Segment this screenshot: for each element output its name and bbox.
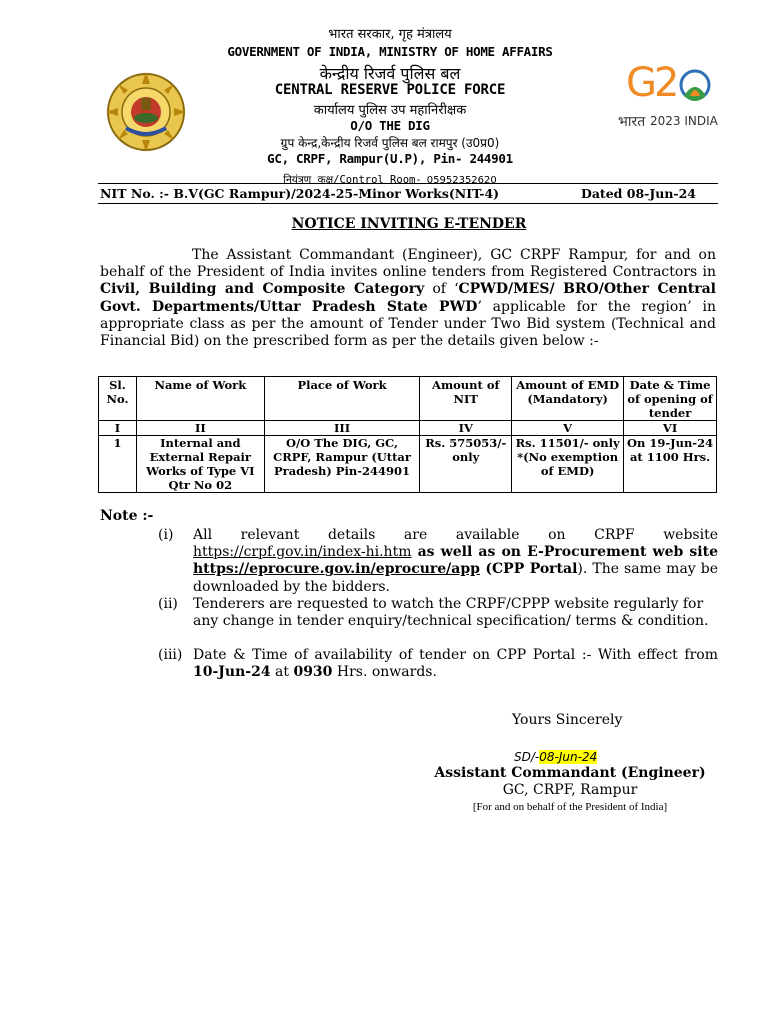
crpf-website-link[interactable]: https://crpf.gov.in/index-hi.htm <box>193 544 412 561</box>
sd-line <box>514 746 597 765</box>
col-header-emd: Amount of EMD (Mandatory) <box>512 377 624 421</box>
note-num-1: (i) <box>158 527 174 543</box>
ministry-english: GOVERNMENT OF INDIA, MINISTRY OF HOME AFFAIRS <box>227 44 553 59</box>
col-header-name: Name of Work <box>136 377 264 421</box>
intro-category: Civil, Building and Composite Category <box>100 281 425 298</box>
cell-name-of-work: Internal and External Repair Works of Type VI Qtr No 02 <box>136 436 264 493</box>
address-english: GC, CRPF, Rampur(U.P), Pin- 244901 <box>267 151 513 166</box>
control-room-label: नियंत्रण कक्ष/Control Room- <box>283 174 422 186</box>
table-row <box>99 436 717 493</box>
intro-departments: CPWD/MES/ BRO/Other Central Govt. Departments/Uttar Pradesh State PWD <box>100 281 716 315</box>
col-header-sl: Sl. No. <box>99 377 137 421</box>
intro-text-2: of ‘ <box>424 281 459 298</box>
eprocure-link[interactable]: https://eprocure.gov.in/eprocure/app <box>193 561 480 578</box>
cell-opening-date: On 19-Jun-24 at 1100 Hrs. <box>624 436 717 493</box>
notice-title: NOTICE INVITING E-TENDER <box>291 216 527 232</box>
on-behalf: [For and on behalf of the President of India] <box>472 801 668 813</box>
nit-date: Dated 08-Jun-24 <box>580 186 696 201</box>
note-3-text-b: at <box>270 664 294 681</box>
roman-iii: III <box>264 421 420 436</box>
nit-number: NIT No. :- B.V(GC Rampur)/2024-25-Minor Works(NIT-4) <box>100 186 500 201</box>
office-english: O/O THE DIG <box>350 118 430 133</box>
roman-ii: II <box>136 421 264 436</box>
roman-vi: VI <box>624 421 717 436</box>
header-rule <box>98 183 718 184</box>
nit-line <box>100 186 718 201</box>
intro-text-1: The Assistant Commandant (Engineer), GC CRPF Rampur, for and on behalf of the President of India invites online tenders from Registered Contractors in <box>100 247 716 281</box>
note-3-date: 10-Jun-24 <box>193 664 271 681</box>
note-1-text-d: ). The same may be downloaded by the bidders. <box>193 561 718 595</box>
g20-year-hi: भारत <box>618 114 646 130</box>
note-1-text-a: All relevant details are available on CRPF website <box>193 527 718 543</box>
office-hindi: कार्यालय पुलिस उप महानिरीक्षक <box>313 103 467 118</box>
ministry-hindi: भारत सरकार, गृह मंत्रालय <box>328 27 452 42</box>
note-item-2 <box>158 596 718 630</box>
nit-rule <box>98 203 718 204</box>
cell-amount-emd: Rs. 11501/- only *(No exemption of EMD) <box>512 436 624 493</box>
note-label: Note :- <box>100 508 154 524</box>
cell-sl: 1 <box>99 436 137 493</box>
control-room-phone: 05952352620 <box>426 175 497 186</box>
table-roman-row <box>99 421 717 436</box>
intro-paragraph <box>100 247 716 350</box>
g20-year-en: 2023 INDIA <box>650 114 718 128</box>
force-english: CENTRAL RESERVE POLICE FORCE <box>274 82 506 98</box>
note-num-3: (iii) <box>158 647 183 663</box>
note-3-time: 0930 <box>293 664 333 681</box>
col-header-place: Place of Work <box>264 377 420 421</box>
unit: GC, CRPF, Rampur <box>502 782 638 798</box>
note-1-text-c: (CPP Portal <box>479 561 578 578</box>
address-hindi: ग्रुप केन्द्र,केन्द्रीय रिजर्व पुलिस बल रामपुर (उ0प्र0) <box>280 136 500 150</box>
sd-date: 08-Jun-24 <box>539 750 598 764</box>
crpf-emblem <box>104 70 188 152</box>
g20-logo <box>614 60 724 138</box>
force-hindi: केन्द्रीय रिजर्व पुलिस बल <box>319 64 461 83</box>
sd-label: SD/- <box>514 750 540 764</box>
note-item-3 <box>158 647 718 681</box>
control-room <box>180 168 600 187</box>
cell-amount-nit: Rs. 575053/- only <box>420 436 512 493</box>
note-2-text: Tenderers are requested to watch the CRPF/CPPP website regularly for any change in tender enquiry/technical specification/ terms & condition. <box>193 596 709 630</box>
col-header-amount: Amount of NIT <box>420 377 512 421</box>
note-3-text-c: Hrs. onwards. <box>332 664 437 681</box>
g20-text: G2 <box>626 60 677 106</box>
col-header-date: Date & Time of opening of tender <box>624 377 717 421</box>
note-1-text-b: as well as on E-Procurement web site <box>411 544 718 561</box>
note-item-1 <box>158 527 718 596</box>
designation: Assistant Commandant (Engineer) <box>434 765 706 781</box>
closing: Yours Sincerely <box>512 712 623 728</box>
note-num-2: (ii) <box>158 596 178 612</box>
roman-v: V <box>512 421 624 436</box>
g20-lotus-globe-icon <box>678 68 712 110</box>
intro-text-3: ’ applicable for the region’ in appropriate class as per the amount of Tender under Two Bid system (Technical and Financial Bid) on the prescribed form as per the details given below :- <box>100 298 716 350</box>
note-3-text-a: Date & Time of availability of tender on CPP Portal :- With effect from <box>193 647 718 663</box>
cell-place-of-work: O/O The DIG, GC, CRPF, Rampur (Uttar Pradesh) Pin-244901 <box>264 436 420 493</box>
tender-table <box>98 376 717 493</box>
roman-i: I <box>99 421 137 436</box>
table-header-row <box>99 377 717 421</box>
roman-iv: IV <box>420 421 512 436</box>
